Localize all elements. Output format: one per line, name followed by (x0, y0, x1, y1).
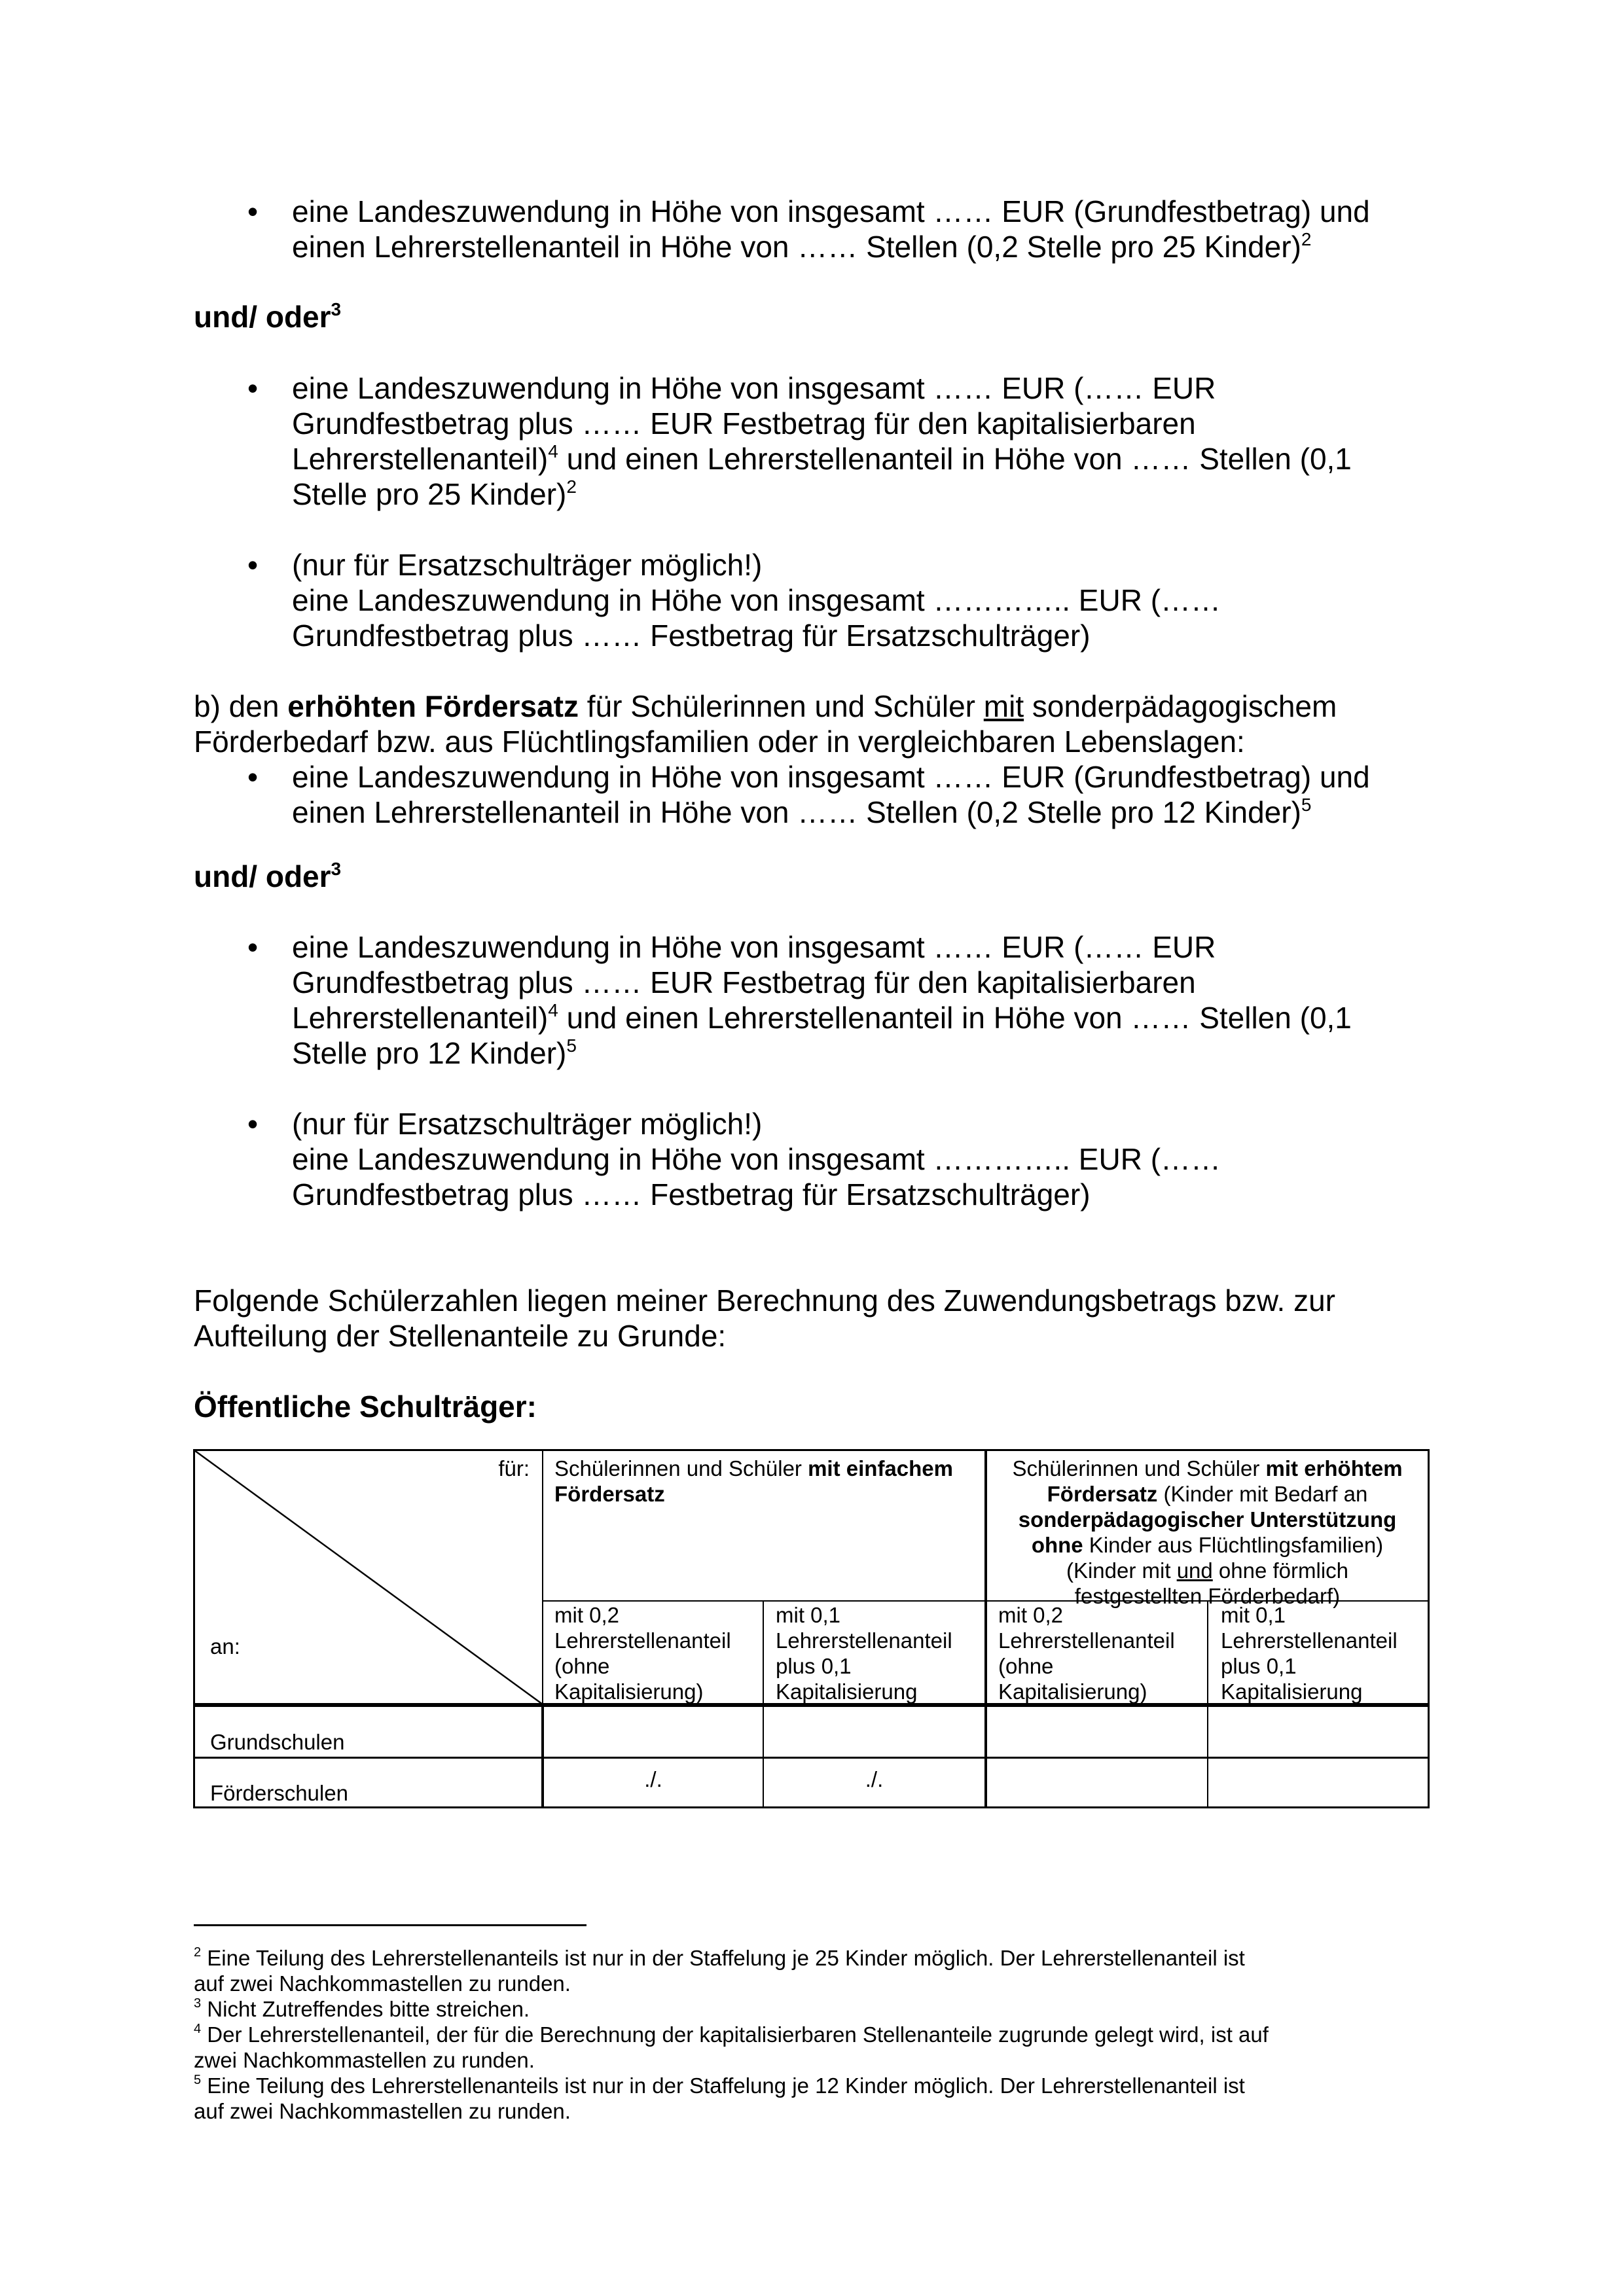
line (987, 1558, 1428, 1583)
text: Lehrerstellenanteil) (292, 442, 549, 476)
corner-label-an: an: (210, 1634, 240, 1659)
b-bullet2-line3 (292, 1000, 1352, 1035)
bullet-icon: • (247, 1107, 259, 1141)
text: (Kinder mit (1066, 1558, 1177, 1583)
corner-label-fuer: für: (498, 1456, 530, 1480)
b-bullet1-line1: eine Landeszuwendung in Höhe von insgesamt …… EUR (Grundfestbetrag) und (292, 760, 1370, 794)
b-bullet1-line2 (292, 795, 1311, 830)
table-cell-input[interactable] (1208, 1759, 1428, 1806)
a-bullet1-line1: eine Landeszuwendung in Höhe von insgesamt …… EUR (Grundfestbetrag) und (292, 194, 1370, 228)
table-cell-input[interactable] (987, 1759, 1207, 1806)
line: Kapitalisierung) (554, 1679, 704, 1704)
text-bold: Fördersatz (1047, 1482, 1158, 1506)
footnote-number: 2 (194, 1945, 202, 1960)
cell-value: ./. (644, 1767, 662, 1791)
a-bullet3-line2: eine Landeszuwendung in Höhe von insgesamt ………….. EUR (…… (292, 583, 1221, 617)
text: Der Lehrerstellenanteil, der für die Berechnung der kapitalisierbaren Stellenanteile zugrunde gelegt wird, ist auf (201, 2022, 1269, 2047)
text: einen Lehrerstellenanteil in Höhe von …… Stellen (0,2 Stelle pro 25 Kinder) (292, 230, 1301, 264)
text-bold: erhöhten Fördersatz (287, 689, 579, 723)
line: Lehrerstellenanteil (1221, 1628, 1398, 1653)
b-bullet3-line3: Grundfestbetrag plus …… Festbetrag für Ersatzschulträger) (292, 1177, 1091, 1211)
table-cell-input[interactable] (1208, 1707, 1428, 1757)
text: (Kinder mit Bedarf an (1157, 1482, 1368, 1506)
a-bullet2-line4 (292, 476, 577, 512)
schuelerzahlen-line2: Aufteilung der Stellenanteile zu Grunde: (194, 1319, 727, 1353)
b-bullet2-line1: eine Landeszuwendung in Höhe von insgesamt …… EUR (…… EUR (292, 930, 1216, 964)
line: Kapitalisierung (1221, 1679, 1363, 1704)
line (987, 1507, 1428, 1532)
a-bullet3-line1: (nur für Ersatzschulträger möglich!) (292, 548, 763, 582)
footnote-number: 3 (194, 1996, 202, 2011)
line: festgestellten Förderbedarf) (1074, 1584, 1341, 1608)
footnote-number: 5 (194, 2073, 202, 2087)
text-bold: ohne (1031, 1533, 1083, 1557)
text: für Schülerinnen und Schüler (578, 689, 984, 723)
text: und einen Lehrerstellenanteil in Höhe von …… Stellen (0,1 (558, 1001, 1352, 1035)
text-bold: mit erhöhtem (1265, 1456, 1403, 1480)
footnote-5 (194, 2073, 1245, 2098)
line: Lehrerstellenanteil (554, 1628, 731, 1653)
bullet-icon: • (247, 194, 259, 228)
group-header-einfacher-foerdersatz (554, 1456, 980, 1507)
table-cell-input[interactable] (987, 1707, 1207, 1757)
b-bullet2-line4 (292, 1035, 577, 1071)
text: einen Lehrerstellenanteil in Höhe von …… Stellen (0,2 Stelle pro 12 Kinder) (292, 795, 1301, 829)
line (987, 1456, 1428, 1481)
footnote-2-cont: auf zwei Nachkommastellen zu runden. (194, 1971, 571, 1996)
footnote-4-cont: zwei Nachkommastellen zu runden. (194, 2048, 535, 2072)
table-cell-input[interactable] (764, 1707, 984, 1757)
text: und einen Lehrerstellenanteil in Höhe von …… Stellen (0,1 (558, 442, 1352, 476)
b-intro-line2: Förderbedarf bzw. aus Flüchtlingsfamilien oder in vergleichbaren Lebenslagen: (194, 725, 1245, 759)
schuelerzahlen-table (193, 1449, 1430, 1808)
table-border-bottom (193, 1806, 1430, 1808)
bullet-icon: • (247, 371, 259, 405)
line (987, 1481, 1428, 1507)
line: mit 0,2 (998, 1603, 1064, 1627)
text: Eine Teilung des Lehrerstellenanteils ist nur in der Staffelung je 25 Kinder möglich. Der Lehrerstellenanteil ist (201, 1946, 1245, 1970)
footnote-ref: 2 (1301, 229, 1312, 249)
a-und-oder (194, 299, 341, 334)
table-cell-input[interactable] (764, 1759, 984, 1806)
footnote-ref: 3 (331, 859, 342, 879)
line: mit 0,1 (776, 1603, 841, 1627)
text-bold: Fördersatz (554, 1482, 665, 1506)
footnote-5-cont: auf zwei Nachkommastellen zu runden. (194, 2099, 571, 2123)
b-bullet3-line2: eine Landeszuwendung in Höhe von insgesamt ………….. EUR (…… (292, 1142, 1221, 1176)
subheader-1 (554, 1602, 731, 1704)
line: (ohne (998, 1654, 1054, 1678)
row-label-grundschulen: Grundschulen (210, 1730, 345, 1754)
footnote-ref: 2 (566, 476, 577, 497)
bullet-icon: • (247, 760, 259, 794)
a-bullet2-line1: eine Landeszuwendung in Höhe von insgesamt …… EUR (…… EUR (292, 371, 1216, 405)
footnote-2 (194, 1945, 1245, 1971)
text: Stelle pro 25 Kinder) (292, 477, 567, 511)
text: und/ oder (194, 300, 331, 334)
footnote-3 (194, 1996, 530, 2022)
text: ohne förmlich (1212, 1558, 1349, 1583)
schuelerzahlen-line1: Folgende Schülerzahlen liegen meiner Berechnung des Zuwendungsbetrags bzw. zur (194, 1283, 1335, 1318)
b-bullet2-line2: Grundfestbetrag plus …… EUR Festbetrag für den kapitalisierbaren (292, 965, 1196, 999)
footnote-ref: 4 (548, 441, 558, 461)
footnote-separator (194, 1924, 586, 1926)
line: mit 0,2 (554, 1603, 620, 1627)
text: Schülerinnen und Schüler (554, 1456, 808, 1480)
line: (ohne (554, 1654, 610, 1678)
line: Kapitalisierung (776, 1679, 918, 1704)
a-bullet3-line3: Grundfestbetrag plus …… Festbetrag für Ersatzschulträger) (292, 619, 1091, 653)
text-underlined: und (1176, 1558, 1213, 1583)
bullet-icon: • (247, 548, 259, 582)
footnote-number: 4 (194, 2022, 202, 2036)
line: mit 0,1 (1221, 1603, 1286, 1627)
text: Kinder aus Flüchtlingsfamilien) (1083, 1533, 1384, 1557)
line: Lehrerstellenanteil (776, 1628, 952, 1653)
cell-value: ./. (865, 1767, 884, 1791)
corner-diagonal-line (193, 1449, 544, 1706)
footnote-4 (194, 2022, 1269, 2047)
b-und-oder (194, 859, 341, 894)
footnote-ref: 5 (1301, 795, 1312, 815)
b-intro-line1 (194, 689, 1337, 724)
a-bullet1-line2 (292, 229, 1311, 264)
text: Nicht Zutreffendes bitte streichen. (201, 1997, 530, 2021)
line: plus 0,1 (776, 1654, 852, 1678)
footnote-ref: 4 (548, 1000, 558, 1020)
section-heading: Öffentliche Schulträger: (194, 1390, 537, 1424)
line (987, 1532, 1428, 1558)
text: b) den (194, 689, 288, 723)
text-bold: mit einfachem (808, 1456, 953, 1480)
a-bullet2-line2: Grundfestbetrag plus …… EUR Festbetrag für den kapitalisierbaren (292, 406, 1196, 440)
bullet-icon: • (247, 930, 259, 964)
table-cell-input[interactable] (544, 1707, 763, 1757)
text-underlined: mit (983, 689, 1024, 723)
footnote-ref: 5 (566, 1035, 577, 1056)
footnote-ref: 3 (331, 299, 342, 319)
b-bullet3-line1: (nur für Ersatzschulträger möglich!) (292, 1107, 763, 1141)
table-cell-input[interactable] (544, 1759, 763, 1806)
text: Lehrerstellenanteil) (292, 1001, 549, 1035)
a-bullet2-line3 (292, 441, 1352, 476)
text: sonderpädagogischem (1024, 689, 1337, 723)
text: und/ oder (194, 859, 331, 893)
line: plus 0,1 (1221, 1654, 1297, 1678)
text: Schülerinnen und Schüler (1012, 1456, 1266, 1480)
line: Kapitalisierung) (998, 1679, 1147, 1704)
text: Eine Teilung des Lehrerstellenanteils ist nur in der Staffelung je 12 Kinder möglich. Der Lehrerstellenanteil ist (201, 2073, 1245, 2098)
subheader-2 (776, 1602, 952, 1704)
table-border-right (1428, 1449, 1430, 1808)
subheader-3 (998, 1602, 1175, 1704)
line: Lehrerstellenanteil (998, 1628, 1175, 1653)
text: Stelle pro 12 Kinder) (292, 1036, 567, 1070)
subheader-4 (1221, 1602, 1398, 1704)
row-label-foerderschulen: Förderschulen (210, 1781, 348, 1805)
group-header-erhoehter-foerdersatz (987, 1456, 1428, 1609)
text-bold: sonderpädagogischer Unterstützung (1018, 1507, 1397, 1532)
